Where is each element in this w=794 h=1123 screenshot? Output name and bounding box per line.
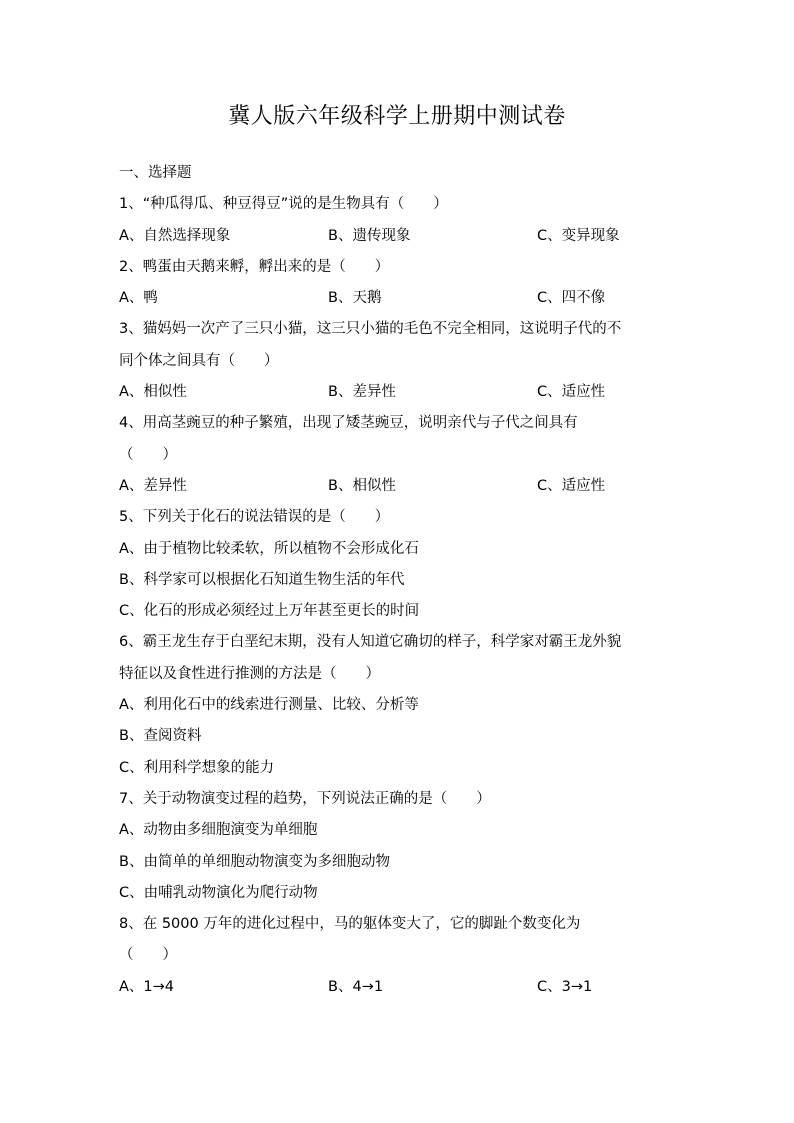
option-c: C、利用科学想象的能力 xyxy=(119,759,275,776)
option-c: C、3→1 xyxy=(537,978,593,995)
question-stem-line: 特征以及食性进行推测的方法是（ ） xyxy=(119,665,380,682)
option-b: B、科学家可以根据化石知道生物生活的年代 xyxy=(119,571,405,588)
option-row xyxy=(119,221,675,252)
option-row xyxy=(119,283,675,314)
option-b: B、4→1 xyxy=(328,978,384,995)
question-stem: 7、关于动物演变过程的趋势，下列说法正确的是（ ） xyxy=(119,790,491,807)
question-stem-line: （ ） xyxy=(119,947,177,964)
option-b: B、由简单的单细胞动物演变为多细胞动物 xyxy=(119,853,390,870)
option-a: A、差异性 xyxy=(119,477,187,494)
option-a: A、自然选择现象 xyxy=(119,227,231,244)
option-row xyxy=(119,972,675,1003)
question-stem-line: 同个体之间具有（ ） xyxy=(119,352,279,369)
page-title: 冀人版六年级科学上册期中测试卷 xyxy=(228,104,566,129)
option-row xyxy=(119,471,675,502)
option-b: B、天鹅 xyxy=(328,290,382,307)
option-c: C、由哺乳动物演化为爬行动物 xyxy=(119,884,318,901)
question-stem: 1、“种瓜得瓜、种豆得豆”说的是生物具有（ ） xyxy=(119,196,448,213)
option-c: C、变异现象 xyxy=(537,227,620,244)
option-c: C、化石的形成必须经过上万年甚至更长的时间 xyxy=(119,603,420,620)
question-stem-line: 3、猫妈妈一次产了三只小猫，这三只小猫的毛色不完全相同，这说明子代的不 xyxy=(119,321,622,338)
option-a: A、鸭 xyxy=(119,290,158,307)
option-c: C、适应性 xyxy=(537,477,606,494)
option-a: A、1→4 xyxy=(119,978,175,995)
question-stem-line: 8、在 5000 万年的进化过程中，马的躯体变大了，它的脚趾个数变化为 xyxy=(119,916,581,933)
option-a: A、利用化石中的线索进行测量、比较、分析等 xyxy=(119,697,419,714)
question-stem-line: 6、霸王龙生存于白垩纪末期，没有人知道它确切的样子，科学家对霸王龙外貌 xyxy=(119,634,622,651)
option-c: C、适应性 xyxy=(537,384,606,401)
option-b: B、遗传现象 xyxy=(328,227,411,244)
question-stem: 2、鸭蛋由天鹅来孵，孵出来的是（ ） xyxy=(119,258,390,275)
question-stem-line: 4、用高茎豌豆的种子繁殖，出现了矮茎豌豆，说明亲代与子代之间具有 xyxy=(119,415,578,432)
question-stem: 5、下列关于化石的说法错误的是（ ） xyxy=(119,509,390,526)
option-c: C、四不像 xyxy=(537,290,606,307)
option-b: B、差异性 xyxy=(328,384,396,401)
option-a: A、由于植物比较柔软，所以植物不会形成化石 xyxy=(119,540,419,557)
section-heading: 一、选择题 xyxy=(119,165,192,181)
option-b: B、查阅资料 xyxy=(119,728,202,745)
option-row xyxy=(119,377,675,408)
option-b: B、相似性 xyxy=(328,477,396,494)
option-a: A、相似性 xyxy=(119,384,187,401)
question-list xyxy=(119,158,675,1003)
question-stem-line: （ ） xyxy=(119,446,177,463)
option-a: A、动物由多细胞演变为单细胞 xyxy=(119,822,318,839)
